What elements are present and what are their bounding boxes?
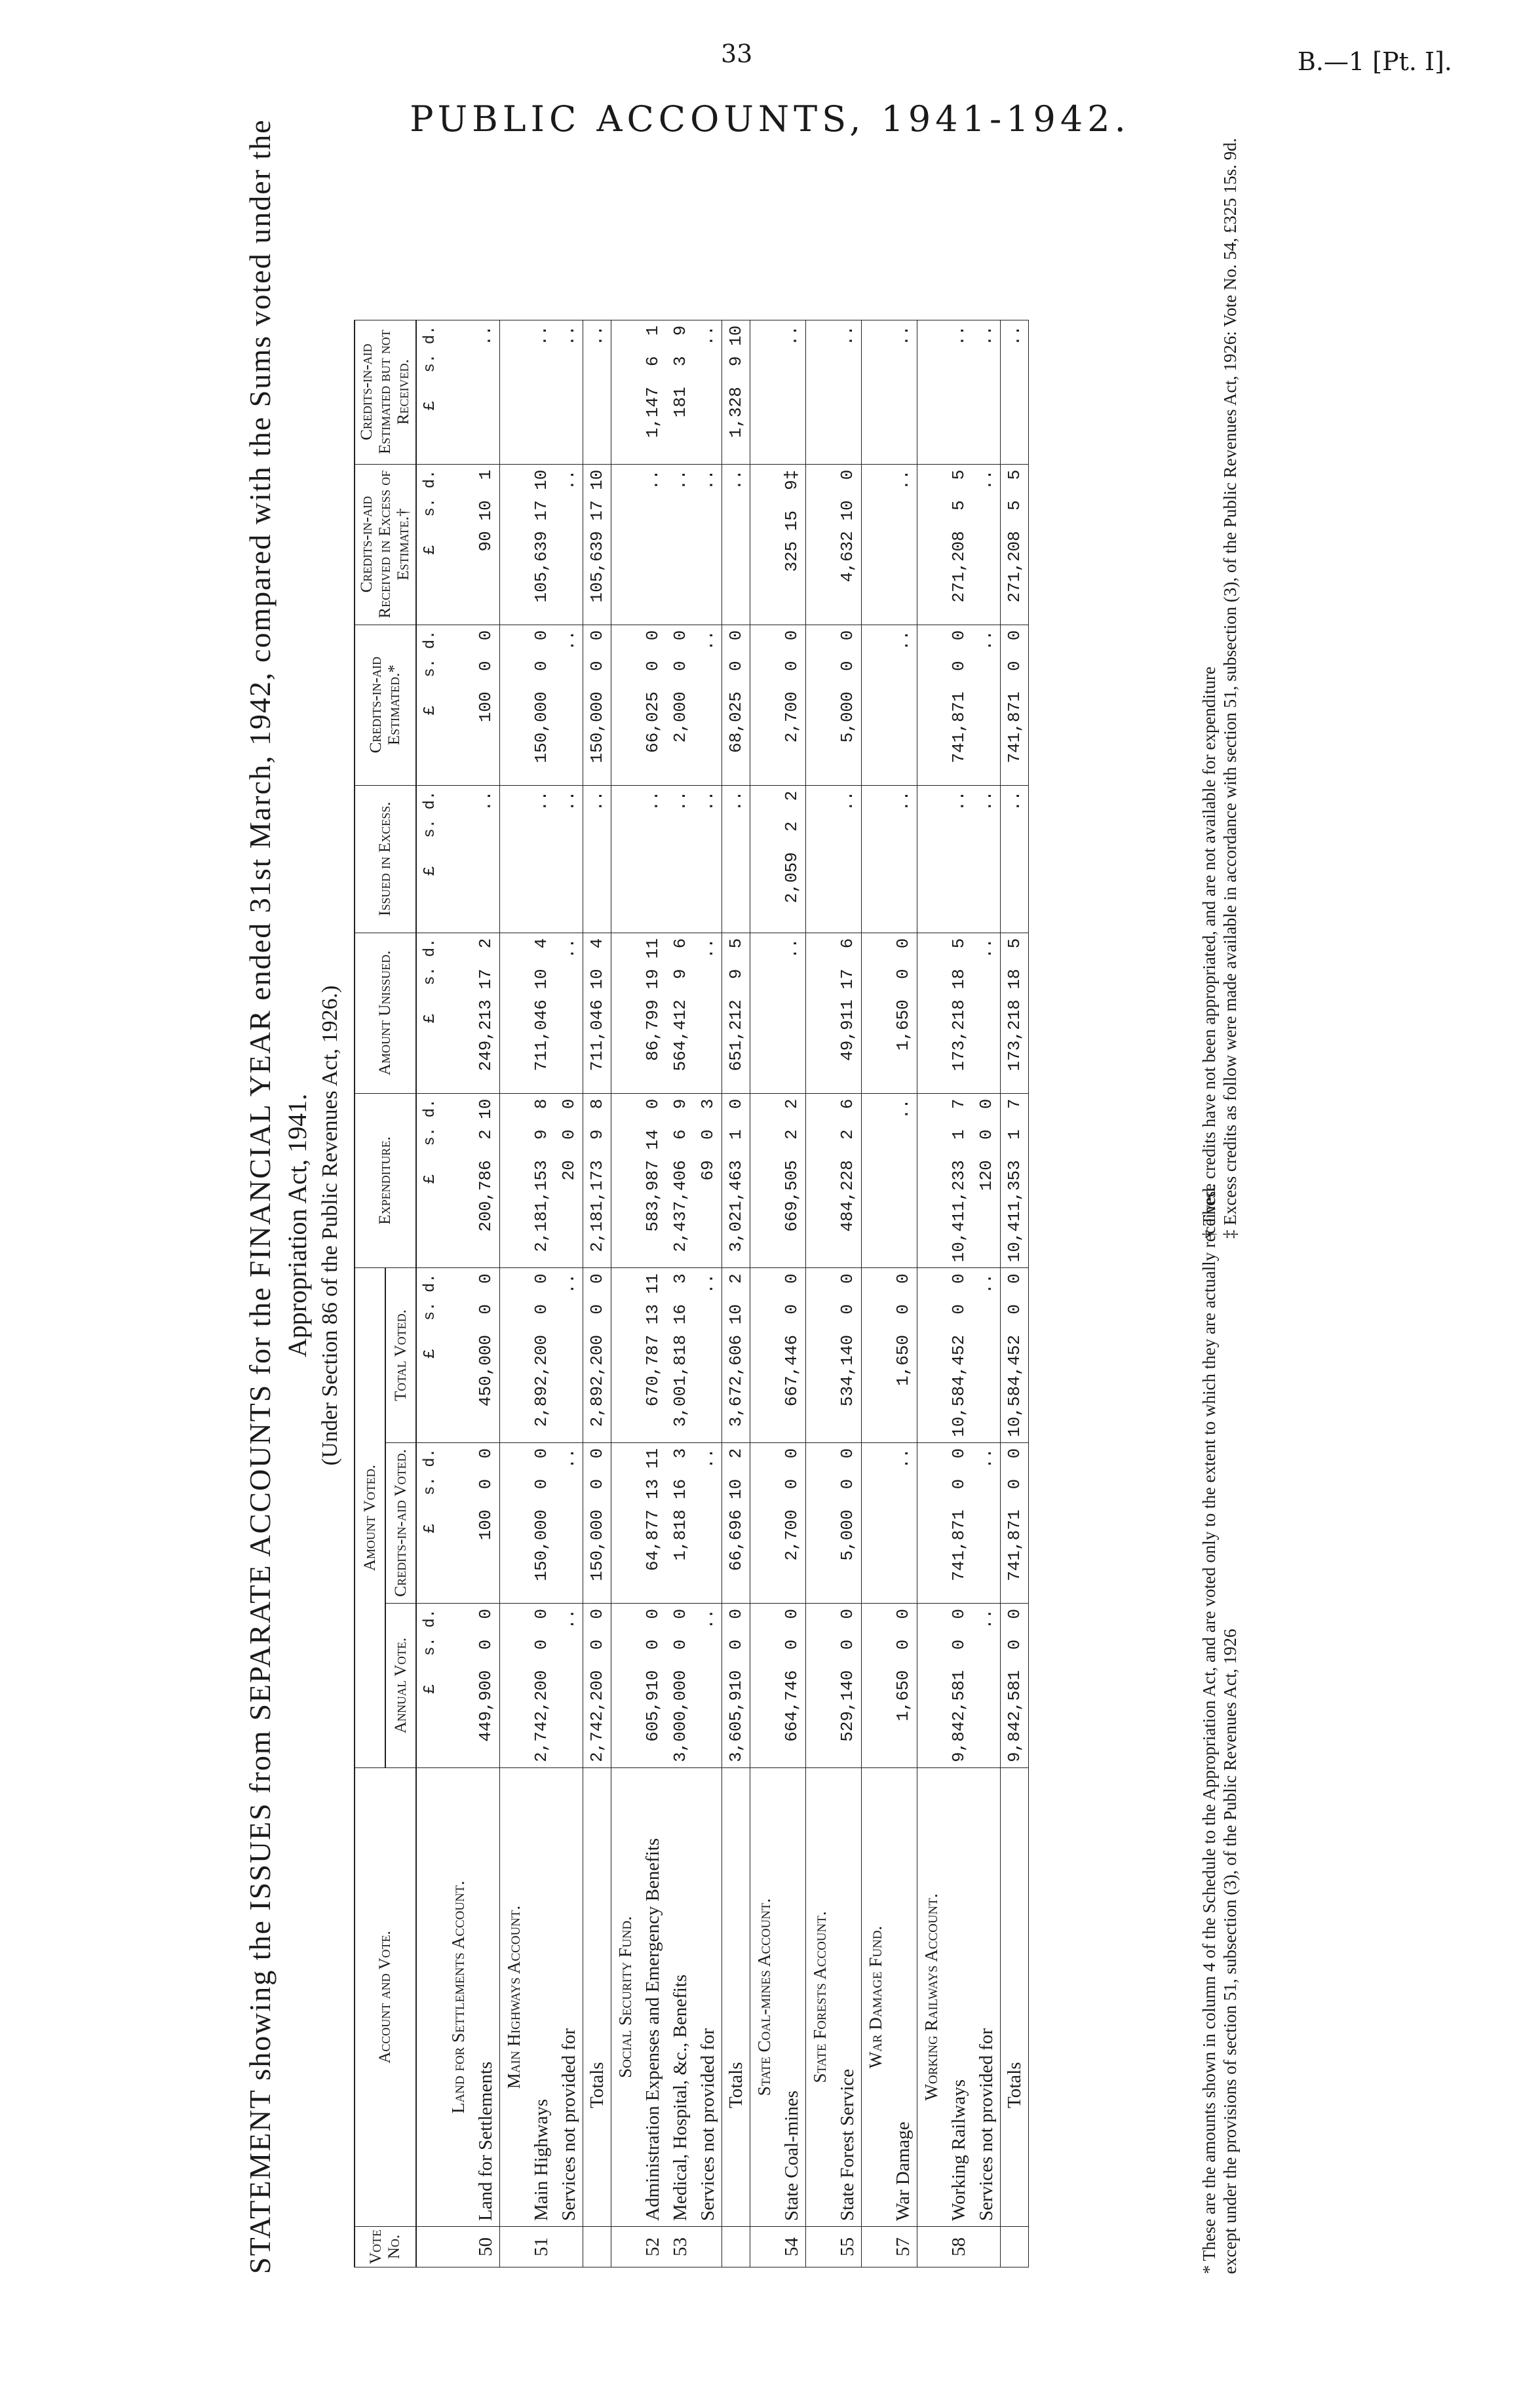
total-cia-est: 68,025 0 0 (722, 625, 750, 785)
account-heading-cell (862, 1767, 890, 2226)
units-row (416, 320, 444, 2267)
empty-cell (611, 464, 640, 625)
amount-cia-not-recv: .. (555, 320, 583, 464)
vote-label: State Coal-mines (778, 1767, 806, 2226)
amount-unissued: 1,650 0 0 (889, 933, 917, 1093)
total-cia-recv-excess: .. (722, 464, 750, 625)
total-cia-voted: 66,696 10 2 (722, 1442, 750, 1603)
empty-cell (500, 320, 528, 464)
empty-cell (917, 1268, 946, 1443)
amount-expenditure: 484,228 2 6 (834, 1093, 862, 1268)
empty-cell (611, 1268, 640, 1443)
vote-label: State Forest Service (834, 1767, 862, 2226)
amount-total: 2,892,200 0 0 (528, 1268, 555, 1443)
empty-cell (806, 464, 834, 625)
amount-annual: 3,000,000 0 0 (666, 1603, 694, 1767)
amount-annual: .. (972, 1603, 1001, 1767)
statement-subtitle: (Under Section 86 of the Public Revenues Act, 1926.) (318, 985, 342, 1466)
empty-cell (917, 1442, 946, 1603)
empty-cell (750, 1442, 779, 1603)
amount-cia-voted: .. (694, 1442, 722, 1603)
vote-number (583, 2226, 611, 2267)
empty-cell (917, 1093, 946, 1268)
amount-total: .. (555, 1268, 583, 1443)
table-row (472, 320, 500, 2267)
account-heading-row (500, 320, 528, 2267)
empty-cell (750, 1268, 779, 1443)
currency-units: £ s. d. (416, 464, 444, 625)
amount-cia-voted: 64,877 13 11 (639, 1442, 666, 1603)
empty-cell (444, 320, 472, 464)
amount-cia-recv-excess: .. (889, 464, 917, 625)
total-cia-not-recv: 1,328 9 10 (722, 320, 750, 464)
amount-annual: 449,900 0 0 (472, 1603, 500, 1767)
empty-cell (862, 933, 890, 1093)
empty-cell (750, 464, 779, 625)
totals-row (722, 320, 750, 2267)
account-heading-row (917, 320, 946, 2267)
amount-expenditure: 200,786 2 10 (472, 1093, 500, 1268)
amount-annual: .. (694, 1603, 722, 1767)
amount-cia-not-recv: .. (472, 320, 500, 464)
amount-cia-recv-excess: 4,632 10 0 (834, 464, 862, 625)
amount-cia-not-recv: .. (889, 320, 917, 464)
empty-cell (806, 625, 834, 785)
vote-number (722, 2226, 750, 2267)
table-row (889, 320, 917, 2267)
vote-cell (750, 2226, 779, 2267)
total-expenditure: 10,411,353 1 7 (1001, 1093, 1029, 1268)
total-total: 2,892,200 0 0 (583, 1268, 611, 1443)
vote-label: Services not provided for (972, 1767, 1001, 2226)
empty-cell (806, 1442, 834, 1603)
header-total-voted: Total Voted. (385, 1268, 416, 1443)
empty-cell (611, 1442, 640, 1603)
empty-cell (500, 933, 528, 1093)
amount-annual: 529,140 0 0 (834, 1603, 862, 1767)
vote-number (972, 2226, 1001, 2267)
account-heading-row (806, 320, 834, 2267)
empty-cell (917, 464, 946, 625)
vote-number (555, 2226, 583, 2267)
amount-annual: 605,910 0 0 (639, 1603, 666, 1767)
header-credits-voted: Credits-in-aid Voted. (385, 1442, 416, 1603)
amount-cia-voted: 5,000 0 0 (834, 1442, 862, 1603)
amount-unissued: .. (555, 933, 583, 1093)
amount-cia-not-recv: .. (528, 320, 555, 464)
header-credits-received-excess: Credits-in-aid Received in Excess of Estimate.† (355, 464, 416, 625)
header-issued-in-excess: Issued in Excess. (355, 785, 416, 933)
amount-cia-est: 5,000 0 0 (834, 625, 862, 785)
statement-title: STATEMENT showing the ISSUES from SEPARATE ACCOUNTS for the FINANCIAL YEAR ended 31st March, 1942, compared with the Sums voted under the (243, 119, 277, 2274)
account-heading-row (444, 320, 472, 2267)
amount-excess: .. (889, 785, 917, 933)
empty-cell (500, 1603, 528, 1767)
vote-label: War Damage (889, 1767, 917, 2226)
vote-cell (611, 2226, 640, 2267)
empty-cell (500, 1268, 528, 1443)
header-amount-unissued: Amount Unissued. (355, 933, 416, 1093)
header-credits-not-received: Credits-in-aid Estimated but not Received. (355, 320, 416, 464)
total-unissued: 711,046 10 4 (583, 933, 611, 1093)
amount-cia-voted: 2,700 0 0 (778, 1442, 806, 1603)
amount-cia-not-recv: 1,147 6 1 (639, 320, 666, 464)
amount-annual: 664,746 0 0 (778, 1603, 806, 1767)
account-heading: Working Railways Account. (921, 1893, 941, 2101)
empty-cell (444, 464, 472, 625)
empty-cell (806, 320, 834, 464)
header-annual-vote: Annual Vote. (385, 1603, 416, 1767)
vote-cell (917, 2226, 946, 2267)
vote-number: 55 (834, 2226, 862, 2267)
empty-cell (806, 1268, 834, 1443)
currency-units: £ s. d. (416, 1442, 444, 1603)
vote-cell (806, 2226, 834, 2267)
amount-excess: .. (666, 785, 694, 933)
vote-cell (500, 2226, 528, 2267)
vote-label: Land for Settlements (472, 1767, 500, 2226)
account-heading-cell (500, 1767, 528, 2226)
amount-expenditure: 2,181,153 9 8 (528, 1093, 555, 1268)
empty-cell (500, 785, 528, 933)
empty-cell (444, 1603, 472, 1767)
total-cia-recv-excess: 271,208 5 5 (1001, 464, 1029, 625)
table-row (694, 320, 722, 2267)
table-row (666, 320, 694, 2267)
header-account-and-vote: Account and Vote. (355, 1767, 416, 2226)
empty-cell (444, 625, 472, 785)
amount-cia-voted: 150,000 0 0 (528, 1442, 555, 1603)
amount-excess: .. (945, 785, 972, 933)
account-heading-row (611, 320, 640, 2267)
amount-unissued: 249,213 17 2 (472, 933, 500, 1093)
account-heading: State Coal-mines Account. (754, 1898, 774, 2096)
statement-title-continued: Appropriation Act, 1941. (282, 1093, 312, 1358)
amount-total: 1,650 0 0 (889, 1268, 917, 1443)
document-reference: B.—1 [Pt. I]. (1298, 47, 1452, 76)
empty-cell (750, 1093, 779, 1268)
vote-label: Medical, Hospital, &c., Benefits (666, 1767, 694, 2226)
table-row (945, 320, 972, 2267)
empty-cell (862, 1268, 890, 1443)
amount-expenditure: 120 0 0 (972, 1093, 1001, 1268)
issues-table-body (416, 320, 1029, 2267)
empty-cell (500, 1442, 528, 1603)
amount-cia-recv-excess: .. (972, 464, 1001, 625)
total-cia-est: 741,871 0 0 (1001, 625, 1029, 785)
account-heading-cell (806, 1767, 834, 2226)
empty-cell (917, 933, 946, 1093)
amount-cia-est: .. (694, 625, 722, 785)
empty-cell (444, 1268, 472, 1443)
total-annual: 9,842,581 0 0 (1001, 1603, 1029, 1767)
account-heading-cell (750, 1767, 779, 2226)
empty-cell (862, 785, 890, 933)
empty-cell (611, 933, 640, 1093)
amount-total: 450,000 0 0 (472, 1268, 500, 1443)
vote-label: Working Railways (945, 1767, 972, 2226)
amount-expenditure: .. (889, 1093, 917, 1268)
empty-cell (917, 625, 946, 785)
amount-total: .. (972, 1268, 1001, 1443)
empty-cell (500, 625, 528, 785)
amount-cia-est: .. (555, 625, 583, 785)
header-expenditure: Expenditure. (355, 1093, 416, 1268)
amount-cia-recv-excess: .. (694, 464, 722, 625)
total-cia-voted: 741,871 0 0 (1001, 1442, 1029, 1603)
header-amount-voted: Amount Voted. (355, 1268, 385, 1768)
account-heading: Main Highways Account. (504, 1905, 524, 2089)
empty-cell (750, 933, 779, 1093)
footnote-star-line-1: * These are the amounts shown in column 4 of the Schedule to the Appropriation Act, and are voted only to the extent to which they are actually received. (1199, 1183, 1219, 2274)
amount-annual: 1,650 0 0 (889, 1603, 917, 1767)
total-cia-recv-excess: 105,639 17 10 (583, 464, 611, 625)
vote-cell (444, 2226, 472, 2267)
amount-expenditure: 669,505 2 2 (778, 1093, 806, 1268)
amount-unissued: .. (972, 933, 1001, 1093)
total-annual: 2,742,200 0 0 (583, 1603, 611, 1767)
currency-units: £ s. d. (416, 625, 444, 785)
amount-total: 10,584,452 0 0 (945, 1268, 972, 1443)
empty-cell (862, 1603, 890, 1767)
table-row (778, 320, 806, 2267)
amount-unissued: 564,412 9 6 (666, 933, 694, 1093)
amount-total: 534,140 0 0 (834, 1268, 862, 1443)
amount-cia-est: 100 0 0 (472, 625, 500, 785)
amount-cia-not-recv: .. (834, 320, 862, 464)
table-row (555, 320, 583, 2267)
amount-unissued: 86,799 19 11 (639, 933, 666, 1093)
amount-cia-voted: .. (555, 1442, 583, 1603)
vote-label: Main Highways (528, 1767, 555, 2226)
vote-number: 51 (528, 2226, 555, 2267)
totals-row (1001, 320, 1029, 2267)
total-total: 3,672,606 10 2 (722, 1268, 750, 1443)
amount-unissued: 173,218 18 5 (945, 933, 972, 1093)
currency-units: £ s. d. (416, 320, 444, 464)
amount-unissued: 711,046 10 4 (528, 933, 555, 1093)
empty-cell (917, 320, 946, 464)
account-heading-cell (917, 1767, 946, 2226)
total-excess: .. (583, 785, 611, 933)
amount-cia-est: 150,000 0 0 (528, 625, 555, 785)
total-total: 10,584,452 0 0 (1001, 1268, 1029, 1443)
total-unissued: 651,212 9 5 (722, 933, 750, 1093)
account-heading-row (750, 320, 779, 2267)
empty-cell (444, 1093, 472, 1268)
header-credits-estimated: Credits-in-aid Estimated.* (355, 625, 416, 785)
issues-table (354, 320, 1029, 2267)
empty-cell (500, 1093, 528, 1268)
currency-units: £ s. d. (416, 1268, 444, 1443)
empty-cell (444, 933, 472, 1093)
total-unissued: 173,218 18 5 (1001, 933, 1029, 1093)
empty-cell (444, 1442, 472, 1603)
totals-label: Totals (583, 1767, 611, 2226)
account-heading-row (862, 320, 890, 2267)
amount-annual: .. (555, 1603, 583, 1767)
currency-units: £ s. d. (416, 785, 444, 933)
amount-unissued: 49,911 17 6 (834, 933, 862, 1093)
header-vote-no: Vote No. (355, 2226, 416, 2267)
empty-cell (862, 1442, 890, 1603)
amount-expenditure: 69 0 3 (694, 1093, 722, 1268)
empty-cell (806, 933, 834, 1093)
currency-units: £ s. d. (416, 1093, 444, 1268)
total-expenditure: 3,021,463 1 0 (722, 1093, 750, 1268)
total-cia-not-recv: .. (1001, 320, 1029, 464)
amount-cia-not-recv: 181 3 9 (666, 320, 694, 464)
empty-cell (806, 1093, 834, 1268)
amount-cia-voted: .. (972, 1442, 1001, 1603)
empty-cell (917, 1603, 946, 1767)
vote-label: Services not provided for (694, 1767, 722, 2226)
amount-excess: .. (472, 785, 500, 933)
empty-cell (500, 464, 528, 625)
amount-cia-voted: 100 0 0 (472, 1442, 500, 1603)
amount-excess: .. (694, 785, 722, 933)
vote-cell (862, 2226, 890, 2267)
vote-label: Services not provided for (555, 1767, 583, 2226)
total-excess: .. (722, 785, 750, 933)
amount-excess: .. (834, 785, 862, 933)
amount-cia-est: 2,000 0 0 (666, 625, 694, 785)
units-spacer (416, 2226, 444, 2267)
empty-cell (750, 625, 779, 785)
total-excess: .. (1001, 785, 1029, 933)
amount-unissued: .. (778, 933, 806, 1093)
footnote-dagger-line-2: ‡ Excess credits as follow were made available in accordance with section 51, subsection (3), of the Public Revenues Act, 1926: Vote No. 54, £325 15s. 9d. (1220, 138, 1240, 1239)
amount-excess: .. (972, 785, 1001, 933)
amount-expenditure: 583,987 14 0 (639, 1093, 666, 1268)
totals-row (583, 320, 611, 2267)
empty-cell (862, 1093, 890, 1268)
amount-cia-voted: .. (889, 1442, 917, 1603)
account-heading: State Forests Account. (810, 1911, 830, 2083)
empty-cell (806, 1603, 834, 1767)
empty-cell (862, 625, 890, 785)
table-row (639, 320, 666, 2267)
amount-cia-est: 66,025 0 0 (639, 625, 666, 785)
amount-cia-not-recv: .. (945, 320, 972, 464)
amount-expenditure: 2,437,406 6 9 (666, 1093, 694, 1268)
amount-cia-not-recv: .. (972, 320, 1001, 464)
total-cia-est: 150,000 0 0 (583, 625, 611, 785)
vote-label: Administration Expenses and Emergency Benefits (639, 1767, 666, 2226)
empty-cell (862, 320, 890, 464)
table-row (834, 320, 862, 2267)
total-cia-voted: 150,000 0 0 (583, 1442, 611, 1603)
vote-number (694, 2226, 722, 2267)
amount-cia-recv-excess: 90 10 1 (472, 464, 500, 625)
amount-expenditure: 20 0 0 (555, 1093, 583, 1268)
vote-number: 50 (472, 2226, 500, 2267)
empty-cell (750, 320, 779, 464)
currency-units: £ s. d. (416, 1603, 444, 1767)
empty-cell (806, 785, 834, 933)
amount-expenditure: 10,411,233 1 7 (945, 1093, 972, 1268)
units-spacer (416, 1767, 444, 2226)
amount-excess: .. (555, 785, 583, 933)
amount-cia-recv-excess: .. (555, 464, 583, 625)
currency-units: £ s. d. (416, 933, 444, 1093)
account-heading: War Damage Fund. (866, 1925, 885, 2069)
amount-annual: 9,842,581 0 0 (945, 1603, 972, 1767)
vote-number: 53 (666, 2226, 694, 2267)
amount-total: 667,446 0 0 (778, 1268, 806, 1443)
empty-cell (444, 785, 472, 933)
table-row (528, 320, 555, 2267)
amount-excess: .. (528, 785, 555, 933)
amount-cia-recv-excess: .. (666, 464, 694, 625)
account-heading: Social Security Fund. (615, 1916, 635, 2078)
account-heading: Land for Settlements Account. (448, 1880, 468, 2114)
amount-cia-est: .. (889, 625, 917, 785)
table-row (972, 320, 1001, 2267)
footnote-star-line-2: except under the provisions of section 51, subsection (3), of the Public Revenues Act, 1926 (1220, 1629, 1240, 2274)
vote-number: 58 (945, 2226, 972, 2267)
amount-unissued: .. (694, 933, 722, 1093)
account-heading-cell (611, 1767, 640, 2226)
empty-cell (611, 1603, 640, 1767)
amount-cia-recv-excess: 271,208 5 5 (945, 464, 972, 625)
amount-cia-est: 741,871 0 0 (945, 625, 972, 785)
vote-number (1001, 2226, 1029, 2267)
amount-cia-recv-excess: 325 15 9‡ (778, 464, 806, 625)
amount-total: .. (694, 1268, 722, 1443)
amount-excess: 2,059 2 2 (778, 785, 806, 933)
empty-cell (750, 785, 779, 933)
empty-cell (611, 625, 640, 785)
amount-cia-not-recv: .. (694, 320, 722, 464)
total-expenditure: 2,181,173 9 8 (583, 1093, 611, 1268)
empty-cell (750, 1603, 779, 1767)
amount-cia-not-recv: .. (778, 320, 806, 464)
amount-cia-voted: 1,818 16 3 (666, 1442, 694, 1603)
amount-cia-est: 2,700 0 0 (778, 625, 806, 785)
empty-cell (917, 785, 946, 933)
totals-label: Totals (722, 1767, 750, 2226)
total-cia-not-recv: .. (583, 320, 611, 464)
amount-cia-recv-excess: .. (639, 464, 666, 625)
empty-cell (862, 464, 890, 625)
amount-excess: .. (639, 785, 666, 933)
vote-number: 52 (639, 2226, 666, 2267)
page-number: 33 (721, 39, 753, 68)
document-title: PUBLIC ACCOUNTS, 1941-1942. (410, 98, 1130, 140)
empty-cell (611, 785, 640, 933)
amount-cia-est: .. (972, 625, 1001, 785)
account-heading-cell (444, 1767, 472, 2226)
amount-total: 670,787 13 11 (639, 1268, 666, 1443)
amount-annual: 2,742,200 0 0 (528, 1603, 555, 1767)
amount-total: 3,001,818 16 3 (666, 1268, 694, 1443)
footnote-dagger-line-1: † These credits have not been appropriated, and are not available for expenditure (1199, 666, 1219, 1239)
empty-cell (611, 1093, 640, 1268)
vote-number: 54 (778, 2226, 806, 2267)
empty-cell (611, 320, 640, 464)
totals-label: Totals (1001, 1767, 1029, 2226)
amount-cia-recv-excess: 105,639 17 10 (528, 464, 555, 625)
amount-cia-voted: 741,871 0 0 (945, 1442, 972, 1603)
vote-number: 57 (889, 2226, 917, 2267)
total-annual: 3,605,910 0 0 (722, 1603, 750, 1767)
